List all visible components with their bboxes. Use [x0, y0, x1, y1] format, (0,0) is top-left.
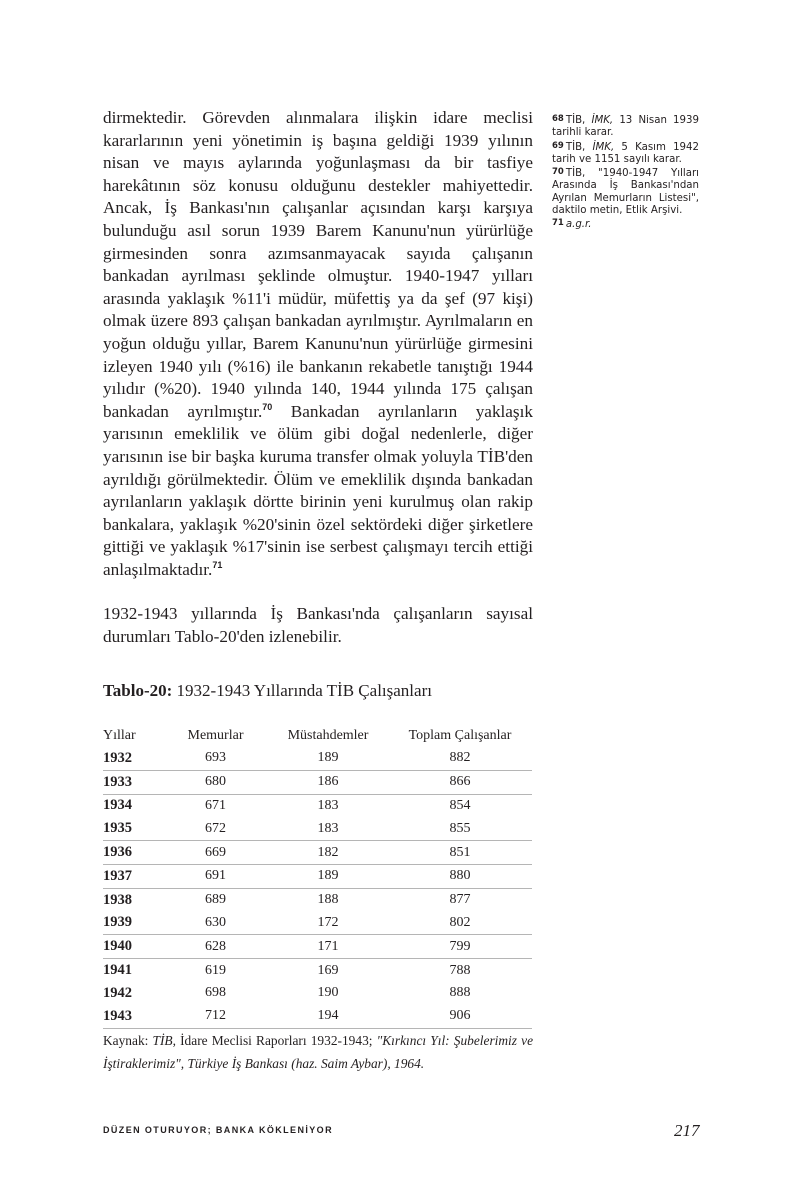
sidenote-italic: İMK, [591, 115, 614, 126]
sidenote-number: 69 [552, 140, 564, 151]
sidenote-text: TİB, "1940-1947 Yılları Arasında İş Bankası'ndan Ayrılan Memurların Listesi", daktilo metin, Etlik Arşivi. [552, 168, 699, 217]
cell-total: 877 [449, 892, 471, 908]
cell-officers: 630 [163, 912, 268, 935]
cell-year: 1939 [103, 912, 163, 935]
employee-table [103, 725, 532, 1029]
table-row [103, 747, 532, 770]
table-row [103, 864, 532, 888]
cell-officers: 671 [205, 797, 226, 813]
cell-staff: 172 [268, 912, 388, 935]
table-section [103, 681, 533, 1075]
cell-total: 906 [388, 1005, 532, 1028]
body-paragraph-1 [103, 107, 533, 581]
cell-officers: 693 [163, 747, 268, 770]
cell-staff: 171 [268, 935, 388, 959]
cell-total: 802 [388, 912, 532, 935]
running-footer-title: DÜZEN OTURUYOR; BANKA KÖKLENİYOR [103, 1125, 333, 1135]
cell-year: 1934 [103, 797, 132, 814]
cell-total: 888 [449, 985, 471, 1001]
cell-total: 788 [449, 962, 471, 978]
table-row [103, 817, 532, 840]
source-text: , İdare Meclisi Raporları 1932-1943; [172, 1032, 377, 1048]
table-row [103, 1005, 532, 1028]
sidenote-number: 70 [552, 167, 564, 178]
cell-total: 851 [388, 841, 532, 865]
sidenotes [552, 113, 699, 232]
sidenote-text: 5 Kasım 1942 tarih ve 1151 sayılı karar. [552, 141, 699, 165]
sidenote-text: TİB, [565, 115, 592, 126]
cell-officers: 712 [163, 1005, 268, 1028]
cell-officers: 689 [205, 892, 226, 908]
cell-year: 1942 [103, 984, 132, 1001]
cell-total: 854 [449, 797, 471, 813]
table-header-row [103, 725, 532, 747]
header-officers: Memurlar [187, 728, 244, 743]
cell-total: 866 [388, 770, 532, 794]
cell-staff: 190 [317, 985, 339, 1001]
cell-year: 1943 [103, 1005, 163, 1028]
body-paragraph-2: 1932-1943 yıllarında İş Bankası'nda çalışanların sayısal durumları Tablo-20'den izlenebilir. [103, 604, 533, 647]
cell-staff: 169 [317, 962, 339, 978]
sidenote-text: 13 Nisan 1939 tarihli karar. [552, 115, 699, 139]
source-prefix: Kaynak: [103, 1032, 153, 1048]
source-italic: "Kırkıncı Yıl: Şubelerimiz ve İştiraklerimiz", Türkiye İş Bankası (haz. Saim Aybar), 1964. [103, 1032, 534, 1071]
cell-year: 1941 [103, 962, 132, 979]
table-row [103, 794, 532, 817]
table-row [103, 888, 532, 911]
sidenote-68 [552, 113, 699, 140]
header-staff: Müstahdemler [287, 728, 369, 743]
sidenote-number: 68 [552, 114, 564, 124]
table-label: Tablo-20: [103, 681, 173, 700]
source-italic: TİB [152, 1032, 173, 1048]
paragraph-text-continued: Bankadan ayrılanların yaklaşık yarısının emeklilik ve ölüm gibi doğal nedenlerle, diğer yarısının ise bir başka kuruma transfer olmak yoluyla TİB'den ayrıldığı görülmektedir. Ölüm ve emeklilik dışında bankadan ayrılanların yaklaşık dörtte birinin yeni kurulmuş olan rakip bankalara, yaklaşık %20'sinin özel sektördeki diğer şirketlere gittiği ve yaklaşık %17'sinin ise serbest çalışmayı tercih ettiği anlaşılmaktadır. [103, 401, 533, 579]
cell-total: 880 [388, 864, 532, 888]
cell-staff: 183 [268, 817, 388, 840]
sidenote-number: 71 [552, 218, 564, 229]
cell-officers: 669 [163, 841, 268, 865]
cell-total: 882 [388, 747, 532, 770]
table-title-text: 1932-1943 Yıllarında TİB Çalışanları [172, 681, 432, 700]
table-title [103, 681, 533, 701]
cell-staff: 188 [317, 892, 339, 908]
cell-officers: 680 [163, 770, 268, 794]
cell-year: 1933 [103, 770, 163, 794]
header-years: Yıllar [103, 728, 136, 743]
header-total: Toplam Çalışanlar [408, 728, 512, 743]
sidenote-71 [552, 217, 699, 231]
cell-staff: 186 [268, 770, 388, 794]
cell-year: 1935 [103, 817, 163, 840]
cell-year: 1937 [103, 864, 163, 888]
cell-officers: 628 [163, 935, 268, 959]
cell-officers: 691 [163, 864, 268, 888]
page-number: 217 [674, 1121, 700, 1140]
footnote-ref-71[interactable]: 71 [212, 559, 223, 570]
cell-year: 1938 [103, 891, 132, 908]
cell-staff: 182 [268, 841, 388, 865]
sidenote-text: TİB, [565, 141, 593, 153]
sidenote-italic: a.g.r. [565, 219, 592, 231]
cell-total: 799 [388, 935, 532, 959]
sidenote-69 [552, 140, 699, 167]
table-row [103, 770, 532, 794]
table-row [103, 841, 532, 865]
paragraph-text: dirmektedir. Görevden alınmalara ilişkin idare meclisi kararlarının yeni yönetimin iş başına geldiği 1939 yılının nisan ve mayıs aylarında yoğunlaşması da bir tasfiye harekâtının söz konusu olduğunu destekler mahiyettedir. Ancak, İş Bankası'nın çalışanlar açısından karşı karşıya bulunduğu asıl sorun 1939 Barem Kanunu'nun yürürlüğe girmesinden sonra azımsanmayacak sayıda çalışanın bankadan ayrılması şeklinde olmuştur. 1940-1947 yılları arasında yaklaşık %11'i müdür, müfettiş ya da şef (97 kişi) olmak üzere 893 çalışan bankadan ayrılmıştır. Ayrılmaların en yoğun olduğu yıllar, Barem Kanunu'nun yürürlüğe girmesini izleyen 1940 yılı (%16) ile bankanın rekabetle tanıştığı 1944 yılıdır (%20). 1940 yılında 140, 1944 yılında 175 çalışan bankadan ayrılmıştır. [103, 108, 533, 421]
cell-officers: 672 [163, 817, 268, 840]
table-source-note [103, 1029, 533, 1075]
cell-officers: 698 [205, 985, 226, 1001]
table-row [103, 959, 532, 982]
cell-officers: 619 [205, 962, 226, 978]
sidenote-italic: İMK, [592, 141, 615, 153]
cell-staff: 189 [268, 747, 388, 770]
footnote-ref-70[interactable]: 70 [262, 401, 273, 412]
main-body-text [103, 107, 533, 649]
cell-total: 855 [388, 817, 532, 840]
table-row [103, 935, 532, 959]
table-row [103, 982, 532, 1005]
cell-year: 1936 [103, 841, 163, 865]
cell-year: 1940 [103, 935, 163, 959]
table-row [103, 912, 532, 935]
cell-year: 1932 [103, 747, 163, 770]
cell-staff: 189 [268, 864, 388, 888]
sidenote-70 [552, 166, 699, 217]
cell-staff: 194 [268, 1005, 388, 1028]
cell-staff: 183 [317, 797, 339, 813]
